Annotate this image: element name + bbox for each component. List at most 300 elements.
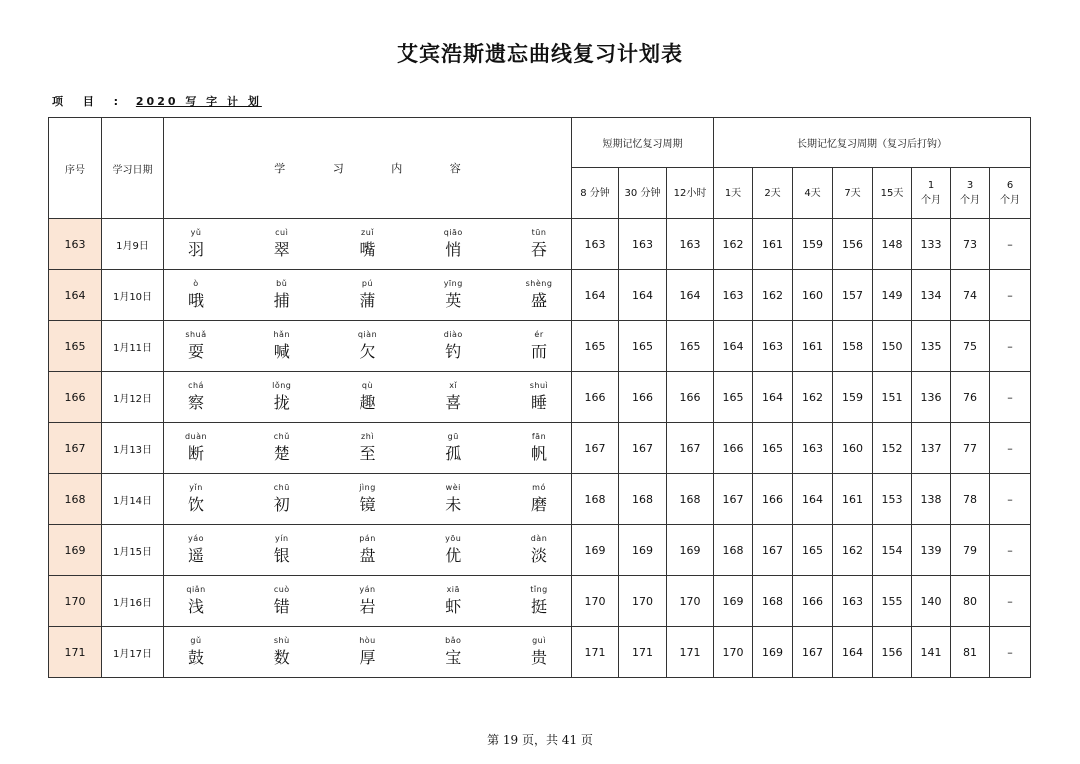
hanzi: 盛 <box>530 291 547 310</box>
content-cell <box>164 372 572 423</box>
char-item <box>250 635 314 669</box>
hanzi: 鼓 <box>187 648 204 667</box>
review-cell: 166 <box>753 474 793 525</box>
seq-cell: 165 <box>49 321 102 372</box>
hanzi: 察 <box>187 393 204 412</box>
hanzi: 宝 <box>445 648 462 667</box>
review-cell: 169 <box>667 525 714 576</box>
hanzi: 哦 <box>187 291 204 310</box>
char-item <box>421 635 485 669</box>
review-cell: 164 <box>572 270 619 321</box>
review-cell: 163 <box>793 423 833 474</box>
char-item <box>164 227 228 261</box>
review-cell: 150 <box>873 321 912 372</box>
review-cell: 164 <box>714 321 753 372</box>
char-item <box>250 227 314 261</box>
pinyin: yīng <box>443 279 463 288</box>
hanzi: 欠 <box>359 342 376 361</box>
review-cell: 164 <box>667 270 714 321</box>
seq-cell: 169 <box>49 525 102 576</box>
pinyin: ér <box>534 330 544 339</box>
hanzi: 贵 <box>530 648 547 667</box>
hanzi: 帆 <box>530 444 547 463</box>
long-term-col-label: 3 <box>966 180 974 191</box>
review-cell: 133 <box>912 219 951 270</box>
hanzi: 银 <box>273 546 290 565</box>
date-cell: 1月16日 <box>102 576 164 627</box>
review-cell: 169 <box>619 525 667 576</box>
review-cell: 167 <box>793 627 833 678</box>
review-cell: 165 <box>572 321 619 372</box>
review-cell: 161 <box>833 474 873 525</box>
review-cell: 167 <box>753 525 793 576</box>
pinyin: yán <box>359 585 376 594</box>
long-term-col-header <box>951 168 990 219</box>
table-row <box>49 270 1031 321</box>
review-cell: 164 <box>793 474 833 525</box>
hanzi: 未 <box>445 495 462 514</box>
char-item <box>336 380 400 414</box>
char-list <box>164 482 571 516</box>
review-cell: 81 <box>951 627 990 678</box>
long-term-col-label: 个月 <box>921 195 941 206</box>
char-item <box>421 380 485 414</box>
short-term-col-header: 30 分钟 <box>619 168 667 219</box>
long-term-col-header <box>714 168 753 219</box>
char-item <box>164 635 228 669</box>
hanzi: 羽 <box>187 240 204 259</box>
review-cell: 168 <box>667 474 714 525</box>
review-cell: 77 <box>951 423 990 474</box>
char-item <box>250 533 314 567</box>
content-cell <box>164 474 572 525</box>
long-term-header: 长期记忆复习周期（复习后打钩） <box>714 118 1031 168</box>
hanzi: 磨 <box>530 495 547 514</box>
review-cell: 152 <box>873 423 912 474</box>
pinyin: qù <box>361 381 374 390</box>
review-cell: 167 <box>714 474 753 525</box>
pinyin: xǐ <box>449 381 458 390</box>
review-cell: 161 <box>753 219 793 270</box>
char-item <box>421 329 485 363</box>
review-cell: 171 <box>572 627 619 678</box>
pinyin: chǔ <box>273 432 290 441</box>
review-cell: – <box>990 270 1031 321</box>
review-cell: 153 <box>873 474 912 525</box>
review-cell: 167 <box>572 423 619 474</box>
hanzi: 至 <box>359 444 376 463</box>
long-term-col-label: 7天 <box>844 187 861 199</box>
project-label: 项 目 : <box>52 95 127 108</box>
hanzi: 孤 <box>445 444 462 463</box>
review-cell: – <box>990 525 1031 576</box>
pinyin: bǎo <box>445 636 462 645</box>
char-item <box>507 329 571 363</box>
seq-header: 序号 <box>49 118 102 219</box>
date-cell: 1月10日 <box>102 270 164 321</box>
char-list <box>164 635 571 669</box>
review-cell: 148 <box>873 219 912 270</box>
review-cell: 163 <box>714 270 753 321</box>
review-cell: – <box>990 321 1031 372</box>
review-cell: 154 <box>873 525 912 576</box>
review-cell: 167 <box>619 423 667 474</box>
long-term-col-label: 6 <box>1006 180 1014 191</box>
char-list <box>164 329 571 363</box>
hanzi: 数 <box>273 648 290 667</box>
date-cell: 1月9日 <box>102 219 164 270</box>
hanzi: 楚 <box>273 444 290 463</box>
review-cell: 149 <box>873 270 912 321</box>
review-cell: 159 <box>833 372 873 423</box>
content-header-char: 容 <box>449 162 461 175</box>
pinyin: dàn <box>530 534 548 543</box>
review-cell: 137 <box>912 423 951 474</box>
char-item <box>421 584 485 618</box>
long-term-col-header <box>990 168 1031 219</box>
pinyin: cuì <box>275 228 289 237</box>
char-item <box>336 329 400 363</box>
review-cell: 168 <box>619 474 667 525</box>
review-cell: 170 <box>572 576 619 627</box>
content-cell <box>164 576 572 627</box>
hanzi: 淡 <box>530 546 547 565</box>
content-header <box>164 118 572 219</box>
char-item <box>507 278 571 312</box>
long-term-col-header <box>833 168 873 219</box>
review-cell: 80 <box>951 576 990 627</box>
hanzi: 断 <box>187 444 204 463</box>
long-term-col-label: 4天 <box>804 187 821 199</box>
pinyin: jìng <box>359 483 376 492</box>
hanzi: 喊 <box>273 342 290 361</box>
hanzi: 饮 <box>187 495 204 514</box>
hanzi: 浅 <box>187 597 204 616</box>
review-cell: 138 <box>912 474 951 525</box>
long-term-col-label: 15天 <box>880 187 904 199</box>
pinyin: gū <box>447 432 459 441</box>
char-item <box>507 635 571 669</box>
review-cell: 170 <box>667 576 714 627</box>
hanzi: 盘 <box>359 546 376 565</box>
char-item <box>336 584 400 618</box>
review-cell: 170 <box>619 576 667 627</box>
hanzi: 趣 <box>359 393 376 412</box>
table-row <box>49 219 1031 270</box>
review-cell: – <box>990 219 1031 270</box>
pinyin: chū <box>273 483 290 492</box>
review-cell: 160 <box>833 423 873 474</box>
content-cell <box>164 270 572 321</box>
hanzi: 初 <box>273 495 290 514</box>
char-item <box>507 584 571 618</box>
review-cell: 75 <box>951 321 990 372</box>
review-cell: 164 <box>833 627 873 678</box>
long-term-col-header <box>793 168 833 219</box>
hanzi: 而 <box>530 342 547 361</box>
char-item <box>507 380 571 414</box>
review-cell: 163 <box>667 219 714 270</box>
review-cell: 167 <box>667 423 714 474</box>
hanzi: 厚 <box>359 648 376 667</box>
pinyin: tūn <box>531 228 547 237</box>
pinyin: duàn <box>184 432 208 441</box>
short-term-col-header: 8 分钟 <box>572 168 619 219</box>
review-cell: 78 <box>951 474 990 525</box>
short-term-header: 短期记忆复习周期 <box>572 118 714 168</box>
review-cell: 162 <box>753 270 793 321</box>
hanzi: 错 <box>273 597 290 616</box>
pinyin: guì <box>532 636 546 645</box>
review-cell: – <box>990 627 1031 678</box>
content-cell <box>164 219 572 270</box>
char-list <box>164 584 571 618</box>
hanzi: 吞 <box>530 240 547 259</box>
date-cell: 1月12日 <box>102 372 164 423</box>
char-list <box>164 227 571 261</box>
char-item <box>421 482 485 516</box>
char-item <box>250 584 314 618</box>
table-row <box>49 576 1031 627</box>
char-item <box>164 584 228 618</box>
review-cell: 134 <box>912 270 951 321</box>
review-cell: 169 <box>714 576 753 627</box>
pinyin: gǔ <box>190 636 202 645</box>
hanzi: 英 <box>445 291 462 310</box>
review-cell: 161 <box>793 321 833 372</box>
seq-cell: 166 <box>49 372 102 423</box>
review-cell: 162 <box>714 219 753 270</box>
hanzi: 睡 <box>530 393 547 412</box>
char-list <box>164 380 571 414</box>
pinyin: yín <box>274 534 289 543</box>
review-cell: 165 <box>619 321 667 372</box>
hanzi: 拢 <box>273 393 290 412</box>
hanzi: 翠 <box>273 240 290 259</box>
char-item <box>250 329 314 363</box>
review-cell: – <box>990 423 1031 474</box>
review-cell: 168 <box>753 576 793 627</box>
review-cell: 163 <box>833 576 873 627</box>
review-cell: 164 <box>753 372 793 423</box>
long-term-col-label: 个月 <box>960 195 980 206</box>
char-list <box>164 431 571 465</box>
review-cell: 166 <box>793 576 833 627</box>
page-title: 艾宾浩斯遗忘曲线复习计划表 <box>397 42 683 66</box>
pinyin: yáo <box>187 534 205 543</box>
seq-cell: 163 <box>49 219 102 270</box>
table-row <box>49 627 1031 678</box>
review-cell: – <box>990 474 1031 525</box>
pinyin: diào <box>443 330 463 339</box>
review-cell: 163 <box>572 219 619 270</box>
review-cell: 164 <box>619 270 667 321</box>
review-cell: 135 <box>912 321 951 372</box>
review-cell: 136 <box>912 372 951 423</box>
review-cell: 165 <box>714 372 753 423</box>
review-cell: 163 <box>753 321 793 372</box>
char-item <box>164 380 228 414</box>
seq-cell: 164 <box>49 270 102 321</box>
review-cell: – <box>990 576 1031 627</box>
content-cell <box>164 525 572 576</box>
char-item <box>336 431 400 465</box>
pinyin: fān <box>531 432 547 441</box>
table-row <box>49 423 1031 474</box>
hanzi: 优 <box>445 546 462 565</box>
content-cell <box>164 321 572 372</box>
review-cell: 171 <box>619 627 667 678</box>
seq-cell: 170 <box>49 576 102 627</box>
date-cell: 1月17日 <box>102 627 164 678</box>
review-cell: 165 <box>667 321 714 372</box>
date-cell: 1月14日 <box>102 474 164 525</box>
pinyin: zuǐ <box>361 228 374 237</box>
review-cell: 158 <box>833 321 873 372</box>
content-header-char: 内 <box>391 162 403 175</box>
char-item <box>421 278 485 312</box>
pinyin: chá <box>188 381 204 390</box>
review-cell: 166 <box>714 423 753 474</box>
review-cell: 156 <box>833 219 873 270</box>
review-cell: 166 <box>619 372 667 423</box>
pinyin: pán <box>359 534 376 543</box>
char-item <box>421 227 485 261</box>
hanzi: 捕 <box>273 291 290 310</box>
pinyin: lǒng <box>272 381 292 390</box>
char-list <box>164 278 571 312</box>
long-term-col-label: 个月 <box>1000 195 1020 206</box>
char-item <box>250 380 314 414</box>
pinyin: xiā <box>446 585 460 594</box>
pinyin: qiàn <box>357 330 378 339</box>
hanzi: 镜 <box>359 495 376 514</box>
review-cell: 162 <box>793 372 833 423</box>
seq-cell: 171 <box>49 627 102 678</box>
pinyin: shuǎ <box>185 330 207 339</box>
page-number: 第 19 页，共 41 页 <box>487 733 593 747</box>
review-cell: 165 <box>793 525 833 576</box>
pinyin: hǎn <box>273 330 291 339</box>
review-cell: 163 <box>619 219 667 270</box>
review-plan-table <box>48 117 1031 678</box>
content-header-char: 习 <box>332 162 344 175</box>
char-item <box>507 431 571 465</box>
char-item <box>164 482 228 516</box>
char-item <box>336 533 400 567</box>
hanzi: 挺 <box>530 597 547 616</box>
char-item <box>421 431 485 465</box>
review-cell: 165 <box>753 423 793 474</box>
review-cell: 160 <box>793 270 833 321</box>
char-item <box>336 227 400 261</box>
pinyin: yǔ <box>190 228 202 237</box>
char-item <box>507 533 571 567</box>
review-cell: 157 <box>833 270 873 321</box>
pinyin: cuò <box>273 585 290 594</box>
review-cell: 170 <box>714 627 753 678</box>
long-term-col-header <box>753 168 793 219</box>
pinyin: qiāo <box>443 228 463 237</box>
review-cell: 169 <box>572 525 619 576</box>
review-cell: 169 <box>753 627 793 678</box>
review-cell: 171 <box>667 627 714 678</box>
char-item <box>336 278 400 312</box>
char-item <box>164 278 228 312</box>
hanzi: 嘴 <box>359 240 376 259</box>
char-item <box>164 533 228 567</box>
hanzi: 岩 <box>359 597 376 616</box>
review-cell: 168 <box>572 474 619 525</box>
review-cell: 74 <box>951 270 990 321</box>
table-row <box>49 525 1031 576</box>
date-cell: 1月13日 <box>102 423 164 474</box>
review-cell: 166 <box>572 372 619 423</box>
content-header-char: 学 <box>274 162 286 175</box>
char-list <box>164 533 571 567</box>
pinyin: yǐn <box>189 483 203 492</box>
pinyin: tǐng <box>530 585 548 594</box>
pinyin: shuì <box>529 381 549 390</box>
char-item <box>336 482 400 516</box>
pinyin: zhì <box>361 432 374 441</box>
long-term-col-label: 1天 <box>724 187 742 199</box>
pinyin: bǔ <box>276 279 288 288</box>
table-row <box>49 372 1031 423</box>
review-cell: 162 <box>833 525 873 576</box>
hanzi: 耍 <box>187 342 204 361</box>
hanzi: 遥 <box>187 546 204 565</box>
pinyin: hòu <box>359 636 376 645</box>
pinyin: qiǎn <box>186 585 206 594</box>
review-cell: 73 <box>951 219 990 270</box>
review-cell: 79 <box>951 525 990 576</box>
pinyin: shù <box>273 636 290 645</box>
review-cell: 159 <box>793 219 833 270</box>
hanzi: 喜 <box>445 393 462 412</box>
table-row <box>49 474 1031 525</box>
hanzi: 悄 <box>445 240 462 259</box>
char-item <box>507 227 571 261</box>
long-term-col-label: 2天 <box>764 187 781 199</box>
date-cell: 1月11日 <box>102 321 164 372</box>
seq-cell: 168 <box>49 474 102 525</box>
review-cell: – <box>990 372 1031 423</box>
table-row <box>49 321 1031 372</box>
review-cell: 140 <box>912 576 951 627</box>
char-item <box>164 431 228 465</box>
content-cell <box>164 627 572 678</box>
review-cell: 168 <box>714 525 753 576</box>
short-term-col-header: 12小时 <box>667 168 714 219</box>
pinyin: wèi <box>445 483 461 492</box>
char-item <box>421 533 485 567</box>
long-term-col-header <box>873 168 912 219</box>
char-item <box>250 278 314 312</box>
long-term-col-label: 1 <box>927 180 935 191</box>
review-cell: 141 <box>912 627 951 678</box>
project-line <box>52 93 262 109</box>
char-item <box>507 482 571 516</box>
review-cell: 155 <box>873 576 912 627</box>
review-cell: 76 <box>951 372 990 423</box>
seq-cell: 167 <box>49 423 102 474</box>
review-cell: 156 <box>873 627 912 678</box>
project-value: 2020 写 字 计 划 <box>135 95 262 108</box>
date-cell: 1月15日 <box>102 525 164 576</box>
review-cell: 166 <box>667 372 714 423</box>
review-cell: 139 <box>912 525 951 576</box>
